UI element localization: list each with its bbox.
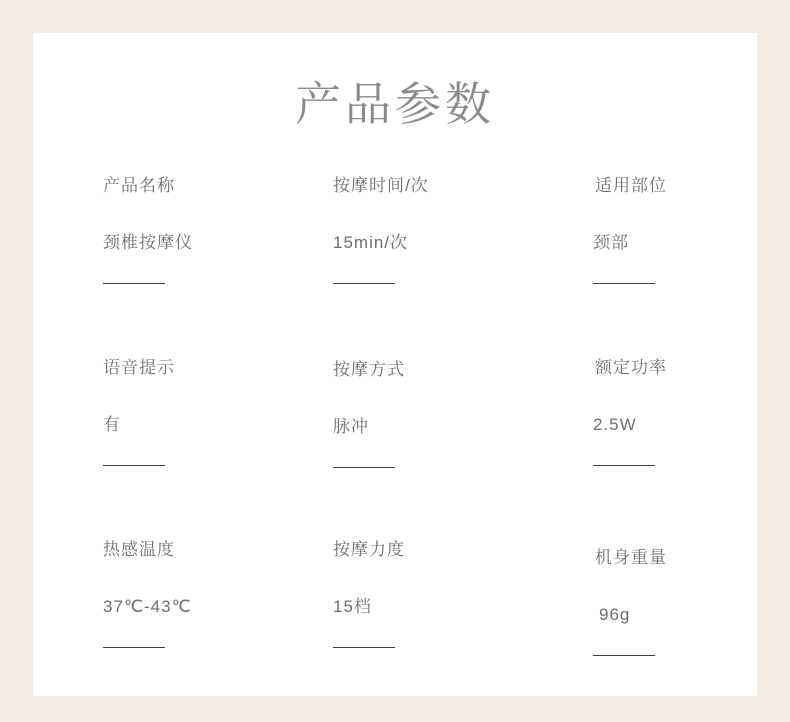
- spec-item-massage-mode: [333, 358, 593, 540]
- spec-item-application-area: [593, 176, 719, 358]
- spec-value: 15min/次: [333, 232, 409, 252]
- spec-divider: [593, 283, 655, 284]
- spec-value: 有: [103, 414, 121, 434]
- spec-divider: [333, 467, 395, 468]
- spec-divider: [103, 465, 165, 466]
- spec-item-product-name: [103, 176, 333, 358]
- spec-label: 按摩方式: [333, 360, 405, 380]
- spec-label: 按摩时间/次: [333, 176, 429, 196]
- spec-item-massage-intensity: [333, 540, 593, 722]
- spec-value: 颈部: [593, 232, 629, 252]
- spec-divider: [593, 465, 655, 466]
- spec-divider: [333, 283, 395, 284]
- spec-label: 语音提示: [103, 358, 175, 378]
- spec-divider: [103, 647, 165, 648]
- spec-value: 颈椎按摩仪: [103, 232, 193, 252]
- spec-divider: [593, 655, 655, 656]
- spec-label: 机身重量: [595, 548, 667, 568]
- spec-grid: [33, 176, 757, 722]
- product-spec-card: [33, 33, 757, 696]
- spec-label: 额定功率: [595, 358, 667, 378]
- spec-value: 37℃-43℃: [103, 596, 192, 616]
- spec-item-massage-time: [333, 176, 593, 358]
- page-title: 产品参数: [295, 78, 495, 130]
- spec-divider: [103, 283, 165, 284]
- spec-label: 热感温度: [103, 540, 175, 560]
- spec-divider: [333, 647, 395, 648]
- spec-item-heat-temperature: [103, 540, 333, 722]
- spec-item-voice-prompt: [103, 358, 333, 540]
- spec-value: 2.5W: [593, 414, 637, 434]
- spec-item-rated-power: [593, 358, 719, 540]
- spec-item-weight: [593, 540, 719, 722]
- spec-label: 适用部位: [595, 176, 667, 196]
- spec-label: 产品名称: [103, 176, 175, 196]
- spec-value: 15档: [333, 596, 372, 616]
- spec-label: 按摩力度: [333, 540, 405, 560]
- spec-value: 96g: [599, 604, 631, 624]
- spec-value: 脉冲: [333, 416, 369, 436]
